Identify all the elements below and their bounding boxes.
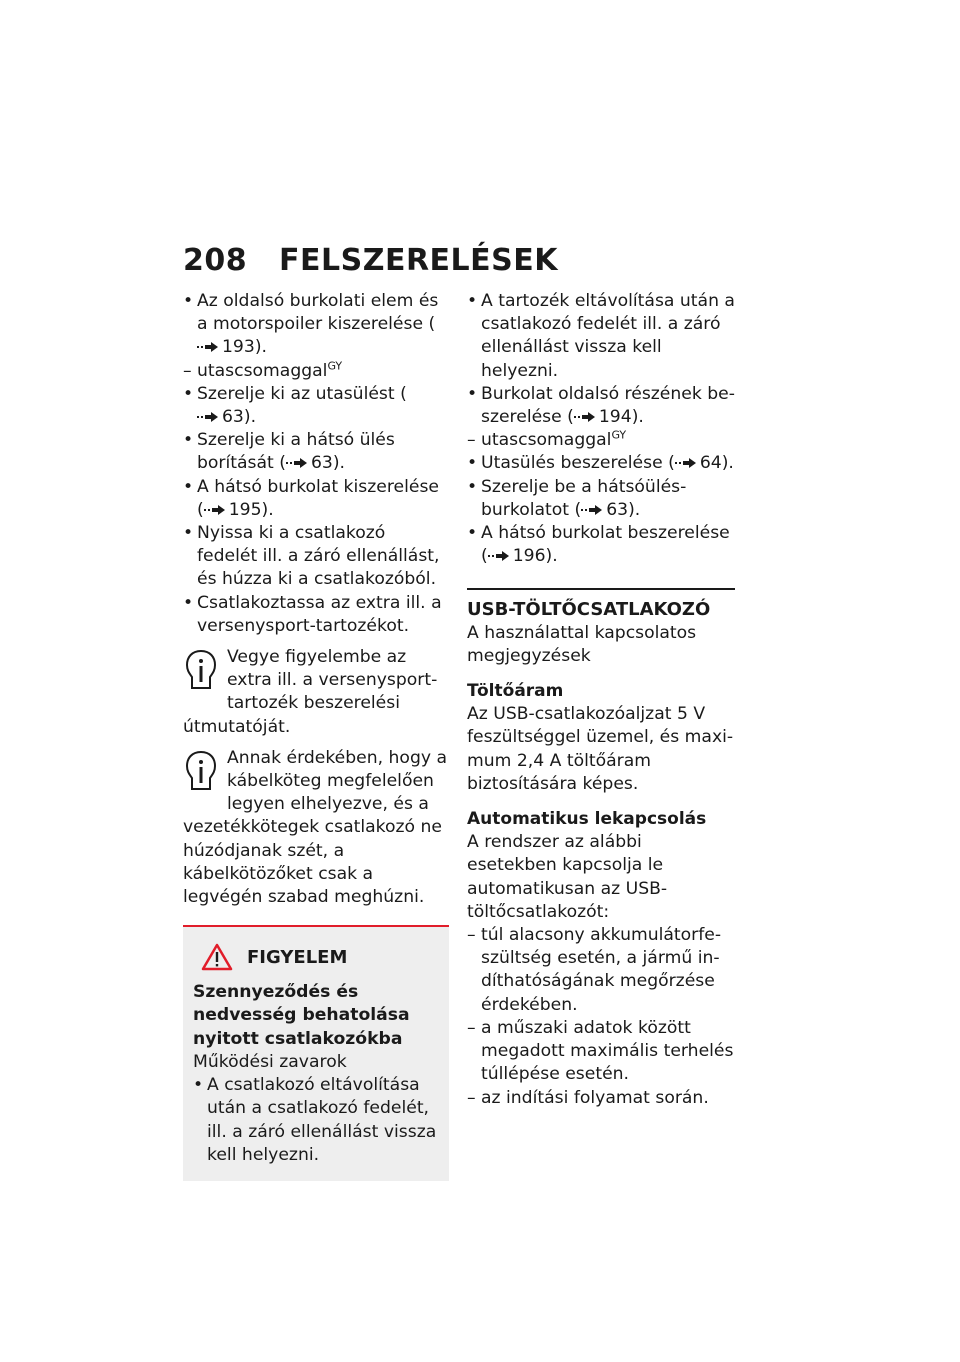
page-ref: 193 (222, 337, 255, 358)
page-ref: 195 (228, 499, 262, 520)
list-item-text: Burkolat oldalsó részének beszerelése ( (481, 383, 735, 428)
page-ref: 63 (222, 407, 244, 428)
list-item: • A hátsó burkolat beszerelése ( 196). (467, 522, 735, 568)
page-number: 208 (183, 243, 248, 278)
info-note (183, 646, 449, 739)
list-item-text: A csatlakozó eltávolítása után a csatlakozó fedelét, ill. a záró ellenállást vissza kell helyezni. (207, 1075, 437, 1165)
list-item-text: Szerelje ki a hátsó ülés borítását ( (197, 430, 395, 474)
list-item: • Burkolat oldalsó részének beszerelése ( 194). (467, 383, 735, 429)
page-title: FELSZERELÉSEK (279, 243, 559, 278)
section-divider (467, 588, 735, 621)
list-item (467, 1087, 735, 1110)
page-ref: 63 (606, 499, 629, 520)
list-item-text: Csatlakoztassa az extra ill. a versenysport-tartozékot. (197, 592, 442, 636)
arrow-ref-icon (581, 504, 603, 516)
superscript: GY (327, 358, 343, 372)
list-item-text: utascsomaggal (481, 430, 612, 451)
warning-box (183, 925, 449, 1181)
note-text: Annak érdekében, hogy a kábelköteg megfelelően legyen elhelyezve, és a vezetékkötegek csatlakozó ne húzódjanak szét, a kábelkötözőket csak a legvégén szabad meghúzni. (183, 747, 448, 908)
info-icon (183, 648, 219, 694)
info-icon (183, 749, 219, 795)
note-text: Vegye figyelembe az extra ill. a versenysport-tartozék beszerelési útmutatóját. (183, 647, 438, 737)
section-subtitle: A használattal kapcsolatos megjegyzések (467, 622, 697, 666)
warning-title: FIGYELEM (247, 946, 348, 968)
page-ref: 194 (598, 407, 632, 428)
list-item (467, 429, 735, 452)
arrow-ref-icon (197, 341, 219, 353)
list-item: • A hátsó burkolat kiszerelése ( 195). (183, 476, 449, 522)
list-item-text: A tartozék eltávolítása után a csatlakozó fedelét ill. a záró ellenállást vissza kell helyezni. (481, 291, 735, 381)
page-ref: 196 (512, 546, 546, 567)
subheading: Töltőáram (467, 681, 564, 702)
warning-subject: Szennyeződés és nedvesség behatolása nyitott csatlakozókba (193, 982, 410, 1049)
list-item-text: A hátsó burkolat beszerelése ( (481, 523, 730, 567)
superscript: GY (611, 428, 627, 442)
list-item-text: Szerelje ki az utasülést ( (197, 383, 407, 404)
list-item: • Szerelje ki a hátsó ülés borítását ( 63). (183, 429, 449, 475)
paragraph: Az USB-csatlakozóaljzat 5 V feszültséggel üzemel, és maximum 2,4 A töltőáram biztosítására képes. (467, 704, 734, 794)
arrow-ref-icon (675, 457, 697, 469)
list-item: • Szerelje be a hátsóülés-burkolatot ( 63). (467, 476, 735, 522)
warning-header (193, 943, 437, 971)
arrow-ref-icon (197, 411, 219, 423)
list-item (183, 522, 449, 592)
subheading: Automatikus lekapcsolás (467, 809, 707, 830)
info-note (183, 747, 449, 909)
list-item (467, 290, 735, 383)
warning-triangle-icon (201, 943, 233, 971)
arrow-ref-icon (574, 411, 596, 423)
paragraph: A rendszer az alábbi esetekben kapcsolja le automatikusan az USB-töltőcsatlakozót: (467, 832, 668, 922)
arrow-ref-icon (204, 504, 226, 516)
arrow-ref-icon (286, 457, 308, 469)
right-column (467, 290, 735, 1110)
list-item (467, 924, 735, 1017)
list-item-text: Utasülés beszerelése ( (481, 453, 675, 474)
list-item-text: A hátsó burkolat kiszerelése ( (197, 476, 439, 520)
section-title: USB-TÖLTŐCSATLAKOZÓ (467, 599, 711, 621)
page-ref: 64 (699, 453, 722, 474)
page-header (183, 243, 558, 278)
list-item-text: az indítási folyamat során. (481, 1087, 709, 1108)
list-item-text: Az oldalsó burkolati elem és a motorspoiler kiszerelése ( (197, 291, 439, 335)
list-item-text: utascsomaggal (197, 360, 328, 381)
list-item: • Az oldalsó burkolati elem és a motorspoiler kiszerelése (193). (183, 290, 449, 360)
list-item (467, 1017, 735, 1087)
list-item-text: a műszaki adatok között megadott maximális terhelés túllépése esetén. (481, 1017, 734, 1085)
list-item: • Szerelje ki az utasülést (63). (183, 383, 449, 429)
page-ref: 63 (310, 453, 333, 474)
list-item-text: Nyissa ki a csatlakozó fedelét ill. a záró ellenállást, és húzza ki a csatlakozóból. (197, 523, 440, 590)
list-item-text: Szerelje be a hátsóülés-burkolatot ( (481, 476, 687, 520)
arrow-ref-icon (488, 550, 510, 562)
left-column (183, 290, 449, 1181)
warning-consequence: Működési zavarok (193, 1051, 347, 1072)
list-item: • Utasülés beszerelése ( 64). (467, 452, 735, 475)
list-item-text: túl alacsony akkumulátorfeszültség esetén, a jármű indíthatóságának megőrzése érdekében. (481, 925, 722, 1015)
list-item (193, 1074, 437, 1167)
list-item (183, 592, 449, 638)
list-item (183, 360, 449, 383)
